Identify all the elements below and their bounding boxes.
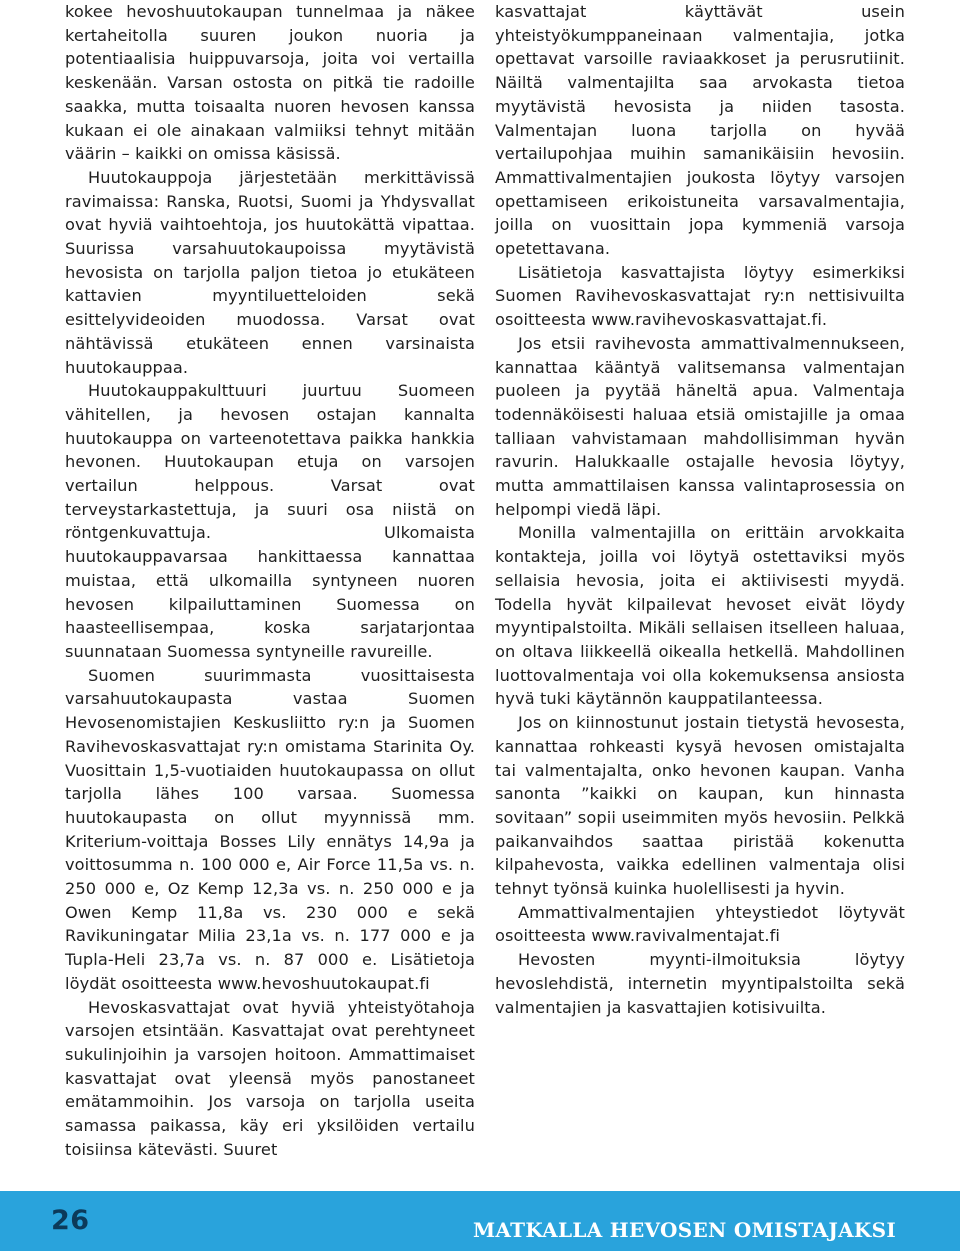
body-paragraph: kokee hevoshuutokaupan tunnelmaa ja näkee kertaheitolla suuren joukon nuoria ja potentiaalisia huippuvarsoja, joita voi vertailla keskenään. Varsan ostosta on pitkä tie radoille saakka, mutta toisaalta nuoren hevosen kanssa kukaan ei ole ainakaan valmiiksi tehnyt mitään väärin – kaikki on omissa käsissä. [65,2,475,164]
left-text-column [65,0,475,1161]
right-text-column [495,0,905,1019]
body-paragraph: Huutokauppoja järjestetään merkittävissä ravimaissa: Ranska, Ruotsi, Suomi ja Yhdysvallat ovat hyviä vaihtoehtoja, jos huutokättä vipattaa. Suurissa varsahuutokaupoissa myytävistä hevosista on tarjolla paljon tietoa jo etukäteen kattavien myyntiluetteloiden sekä esittelyvideoiden muodossa. Varsat ovat nähtävissä etukäteen ennen varsinaista huutokauppaa. [65,167,475,377]
body-paragraph: Ammattivalmentajien yhteystiedot löytyvät osoitteesta www.ravivalmentajat.fi [495,902,905,946]
page-footer-band [0,1191,960,1251]
body-paragraph: Jos on kiinnostunut jostain tietystä hevosesta, kannattaa rohkeasti kysyä hevosen omistajalta tai valmentajalta, onko hevonen kaupan. Vanha sanonta ”kaikki on kaupan, kun hinnasta sovitaan” sopii useimmiten myös hevosiin. Pelkkä paikanvaihdos saattaa piristää kokenutta kilpahevosta, vaikka edellinen valmentaja olisi tehnyt työnsä kuinka huolellisesti ja hyvin. [495,713,905,899]
body-paragraph: kasvattajat käyttävät usein yhteistyökumppaneinaan valmentajia, jotka opettavat varsoille raviaakkoset ja perusrutiinit. Näiltä valmentajilta saa arvokasta tietoa myytävistä hevosista ja niiden tasosta. Valmentajan luona tarjolla on hyvää vertailupohjaa muihin samanikäisiin hevosiin. Ammattivalmentajien joukosta löytyy varsojen opettamiseen erikoistuneita varsavalmentajia, joilla on vuosittain jopa kymmeniä varsoja opetettavana. [495,2,905,259]
page-number: 26 [51,1205,90,1236]
body-paragraph: Jos etsii ravihevosta ammattivalmennukseen, kannattaa kääntyä valitsemansa valmentajan puoleen ja pyytää häneltä apua. Valmentaja todennäköisesti haluaa etsiä omistajille ja omaa talliaan vahvistamaan mahdollisimman hyvän ravurin. Halukkaalle ostajalle hevosia löytyy, mutta ammattilaisen kanssa valintaprosessia on helpompi viedä läpi. [495,333,905,519]
body-paragraph: Hevosten myynti-ilmoituksia löytyy hevoslehdistä, internetin myyntipalstoilta sekä valmentajien ja kasvattajien kotisivuilta. [495,950,905,1017]
running-footer-title: MATKALLA HEVOSEN OMISTAJAKSI [472,1218,896,1242]
body-paragraph: Huutokauppakulttuuri juurtuu Suomeen vähitellen, ja hevosen ostajan kannalta huutokauppa on varteenotettava paikka hankkia hevonen. Huutokaupan etuja on varsojen vertailun helppous. Varsat ovat terveystarkastettuja, ja suuri osa niistä on röntgenkuvattuja. Ulkomaista huutokauppavarsaa hankittaessa kannattaa muistaa, että ulkomailla syntyneen nuoren hevosen kilpailuttaminen Suomessa on haasteellisempaa, koska sarjatarjontaa suunnataan Suomessa syntyneille ravureille. [65,381,475,661]
body-paragraph: Hevoskasvattajat ovat hyviä yhteistyötahoja varsojen etsintään. Kasvattajat ovat perehtyneet sukulinjoihin ja varsojen hoitoon. Ammattimaiset kasvattajat ovat yleensä myös panostaneet emätammoihin. Jos varsoja on tarjolla useita samassa paikassa, käy eri yksilöiden vertailu toisiinsa kätevästi. Suuret [65,997,475,1159]
body-paragraph: Lisätietoja kasvattajista löytyy esimerkiksi Suomen Ravihevoskasvattajat ry:n nettisivuilta osoitteesta www.ravihevoskasvattajat.fi. [495,262,905,330]
body-paragraph: Monilla valmentajilla on erittäin arvokkaita kontakteja, joilla voi löytyä ostettaviksi myös sellaisia hevosia, joita ei aktiivisesti myydä. Todella hyvät kilpailevat hevoset eivät löydy myyntipalstoilta. Mikäli sellaisen itselleen haluaa, on oltava liikkeellä oikealla hetkellä. Mahdollinen luottovalmentaja voi olla kokemuksensa ansiosta hyvä tuki käytännön kauppatilanteessa. [495,523,905,709]
body-paragraph: Suomen suurimmasta vuosittaisesta varsahuutokaupasta vastaa Suomen Hevosenomistajien Keskusliitto ry:n ja Suomen Ravihevoskasvattajat ry:n omistama Starinita Oy. Vuosittain 1,5-vuotiaiden huutokaupassa on ollut tarjolla lähes 100 varsaa. Suomessa huutokaupasta on ollut myynnissä mm. Kriterium-voittaja Bosses Lily ennätys 14,9a ja voittosumma n. 100 000 e, Air Force 11,5a vs. n. 250 000 e, Oz Kemp 12,3a vs. n. 250 000 e ja Owen Kemp 11,8a vs. 230 000 e sekä Ravikuningatar Milia 23,1a vs. n. 177 000 e ja Tupla-Heli 23,7a vs. n. 87 000 e. Lisätietoja löydät osoitteesta www.hevoshuutokaupat.fi [65,665,475,993]
